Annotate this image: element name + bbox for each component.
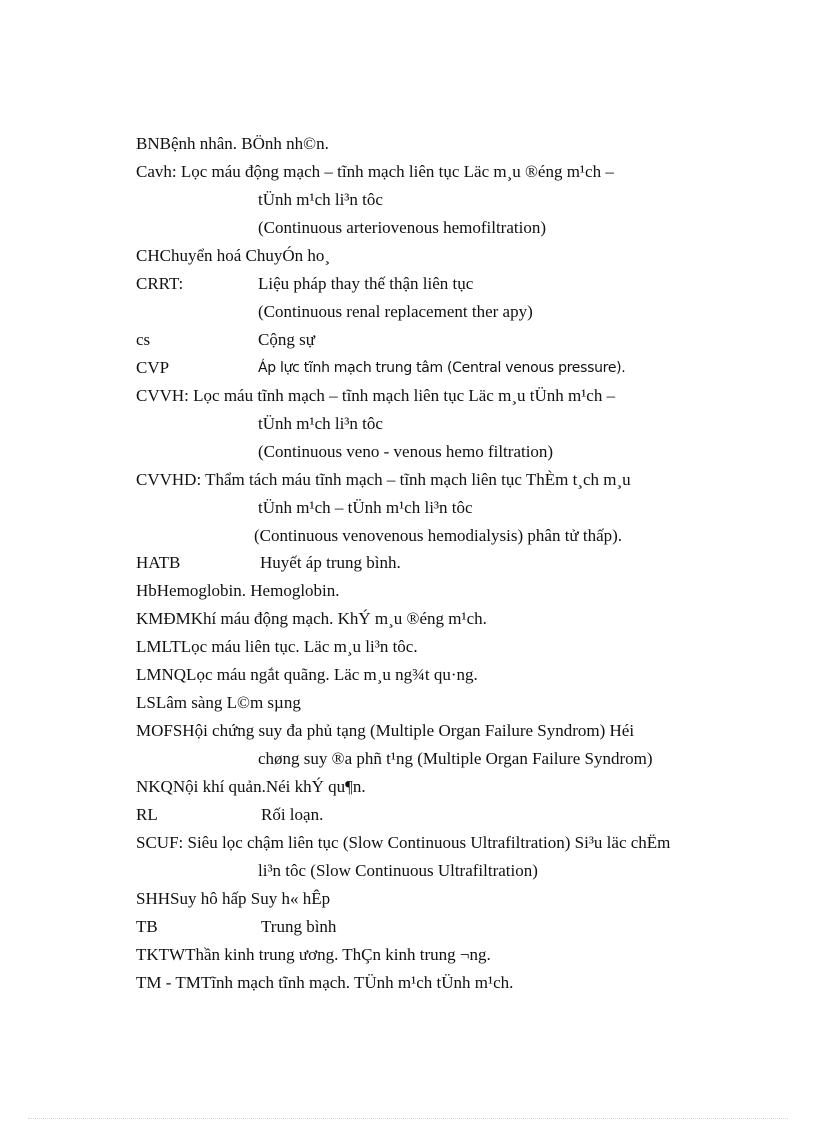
abbr-term: CVP bbox=[136, 358, 170, 377]
abbr-term: cs bbox=[136, 330, 151, 349]
text-line: (Continuous renal replacement ther apy) bbox=[258, 302, 533, 321]
abbr-definition: Cộng sự bbox=[258, 330, 315, 349]
abbr-term: HATB bbox=[136, 553, 181, 572]
text-line: LMLTLọc máu liên tục. Läc m¸u li³n tôc. bbox=[136, 637, 418, 656]
text-line: TM - TMTĩnh mạch tĩnh mạch. TÜnh m¹ch tÜnh m¹ch. bbox=[136, 973, 514, 992]
text-line: chøng suy ®a phñ t¹ng (Multiple Organ Failure Syndrom) bbox=[258, 749, 653, 768]
text-line: LMNQLọc máu ngắt quãng. Läc m¸u ng¾t qu·ng. bbox=[136, 665, 478, 684]
text-line: Cavh: Lọc máu động mạch – tĩnh mạch liên tục Läc m¸u ®éng m¹ch – bbox=[136, 162, 614, 181]
text-line: CVVHD: Thẩm tách máu tĩnh mạch – tĩnh mạch liên tục ThÈm t¸ch m¸u bbox=[136, 470, 631, 489]
abbr-definition: Trung bình bbox=[261, 917, 337, 936]
text-line: NKQNội khí quản.Néi khÝ qu¶n. bbox=[136, 777, 366, 796]
abbr-term: TB bbox=[136, 917, 158, 936]
text-line: CVVH: Lọc máu tĩnh mạch – tĩnh mạch liên tục Läc m¸u tÜnh m¹ch – bbox=[136, 386, 616, 405]
text-line: LSLâm sàng L©m sµng bbox=[136, 693, 301, 712]
text-line: tÜnh m¹ch li³n tôc bbox=[258, 414, 383, 433]
text-line: SCUF: Siêu lọc chậm liên tục (Slow Continuous Ultrafiltration) Si³u läc chËm bbox=[136, 833, 671, 852]
abbr-definition: Huyết áp trung bình. bbox=[260, 553, 401, 572]
text-line: SHHSuy hô hấp Suy h« hÊp bbox=[136, 889, 331, 908]
text-line: HbHemoglobin. Hemoglobin. bbox=[136, 581, 340, 600]
text-line: KMĐMKhí máu động mạch. KhÝ m¸u ®éng m¹ch. bbox=[136, 609, 487, 628]
text-line: TKTWThần kinh trung ương. ThÇn kinh trung ¬ng. bbox=[136, 945, 491, 964]
abbr-definition: Áp lực tĩnh mạch trung tâm (Central venous pressure). bbox=[258, 360, 626, 376]
abbr-definition: Liệu pháp thay thế thận liên tục bbox=[258, 274, 474, 293]
abbr-definition: Rối loạn. bbox=[261, 805, 324, 824]
text-line: li³n tôc (Slow Continuous Ultrafiltration) bbox=[258, 861, 538, 880]
text-line: tÜnh m¹ch – tÜnh m¹ch li³n tôc bbox=[258, 498, 473, 517]
text-line: CHChuyển hoá ChuyÓn ho¸ bbox=[136, 246, 331, 265]
text-line: tÜnh m¹ch li³n tôc bbox=[258, 190, 383, 209]
abbr-term: RL bbox=[136, 805, 158, 824]
text-line: (Continuous veno - venous hemo filtration) bbox=[258, 442, 554, 461]
page-bottom-rule bbox=[28, 1118, 788, 1119]
abbr-term: CRRT: bbox=[136, 274, 184, 293]
text-line: (Continuous venovenous hemodialysis) phân tử thấp). bbox=[254, 526, 623, 545]
text-line: (Continuous arteriovenous hemofiltration) bbox=[258, 218, 546, 237]
text-line: MOFSHội chứng suy đa phủ tạng (Multiple Organ Failure Syndrom) Héi bbox=[136, 721, 635, 740]
text-line: BNBệnh nhân. BÖnh nh©n. bbox=[136, 134, 329, 153]
